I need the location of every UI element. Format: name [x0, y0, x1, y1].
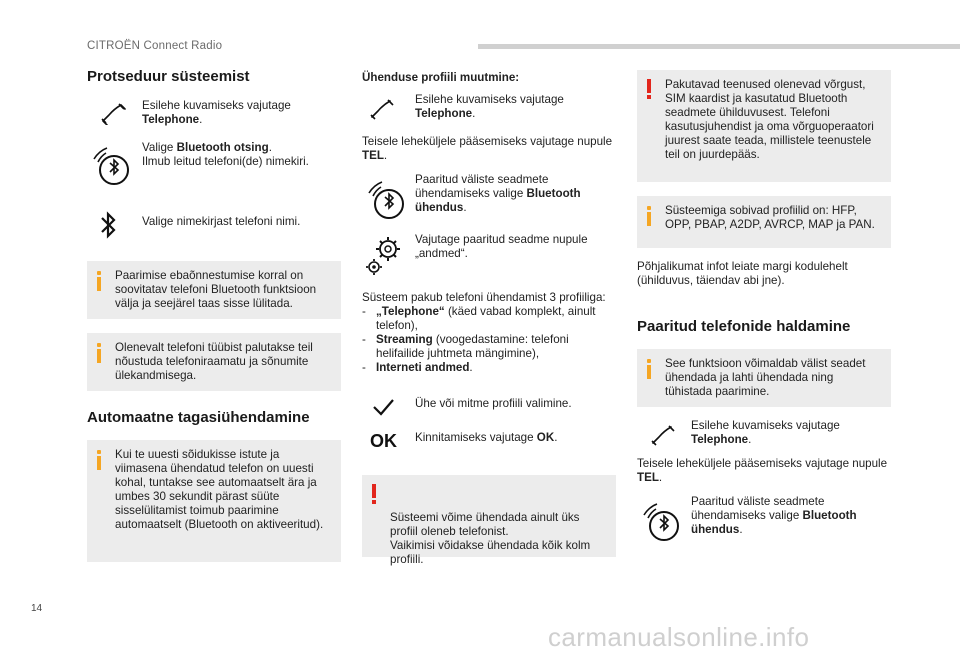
info-text: See funktsioon võimaldab välist seadet ühendada ja lahti ühendada ning tühistada paarimine.	[665, 357, 866, 398]
page-instruction	[637, 457, 891, 485]
info-box-pairing-fail	[87, 261, 341, 319]
column-1	[87, 60, 341, 562]
info-text: Süsteemiga sobivad profiilid on: HFP, OPP, PBAP, A2DP, AVRCP, MAP ja PAN.	[665, 204, 875, 231]
step-text	[415, 429, 616, 445]
list-dash: -	[362, 333, 366, 346]
more-info-text: Põhjalikumat infot leiate margi kodulehelt (ühilduvus, täiendav abi jne).	[637, 260, 848, 287]
header-rule	[478, 44, 960, 49]
ui-term: Bluetooth otsing	[176, 141, 269, 154]
warning-icon	[647, 79, 652, 101]
ui-term: TEL	[637, 471, 659, 484]
phone-handset-icon	[99, 101, 129, 125]
list-dash: -	[362, 305, 366, 318]
text: Valige	[142, 141, 177, 154]
bluetooth-search-icon	[639, 501, 681, 543]
ui-term: OK	[536, 431, 555, 444]
profile-desc: .	[469, 361, 473, 374]
section-title-auto-reconnect: Automaatne tagasiühendamine	[87, 409, 310, 426]
warning-text: Pakutavad teenused olenevad võrgust, SIM kaardist ja kasutatud Bluetooth seadmete ühilduvusest. Telefoni kasutusjuhendist ja oma võrguoperaatori juurest saate teada, millistele teenustele teil on juurdepääs.	[665, 78, 874, 161]
text: .	[748, 433, 752, 446]
info-icon	[97, 271, 102, 293]
step-text	[142, 99, 341, 127]
step-telephone	[362, 93, 616, 127]
text: .	[268, 141, 272, 154]
info-box-profiles	[637, 196, 891, 248]
profile-desc: (voogedastamine: telefoni helifailide juhtmeta mängimine),	[376, 333, 569, 360]
info-box-manage	[637, 349, 891, 407]
ui-term: Telephone	[142, 113, 200, 126]
ui-term: Telephone	[691, 433, 749, 446]
text: Ilmub leitud telefoni(de) nimekiri.	[142, 155, 309, 168]
step-select-profiles	[362, 395, 616, 425]
profile-change-heading	[362, 71, 616, 85]
phone-handset-icon	[368, 97, 398, 121]
list-item	[362, 333, 616, 361]
heading-text: Ühenduse profiili muutmine:	[362, 71, 520, 84]
step-text	[142, 141, 341, 169]
step-telephone	[637, 419, 891, 453]
info-icon	[97, 343, 102, 365]
profile-name: Streaming	[376, 333, 433, 346]
page-number: 14	[31, 603, 43, 614]
profiles-intro: Süsteem pakub telefoni ühendamist 3 profiiliga:	[362, 291, 606, 304]
bluetooth-icon	[97, 209, 119, 241]
step-bluetooth-connect	[362, 173, 616, 225]
list-dash: -	[362, 361, 366, 374]
bluetooth-search-icon	[364, 179, 406, 221]
list-item	[362, 305, 616, 333]
warning-box-services	[637, 70, 891, 182]
text: .	[554, 431, 558, 444]
ui-term: Bluetooth ühendus	[415, 187, 581, 214]
ui-term: TEL	[362, 149, 384, 162]
ui-term: Bluetooth ühendus	[691, 509, 857, 536]
text: .	[199, 113, 203, 126]
ui-term: Telephone	[415, 107, 473, 120]
warning-box-profiles	[362, 475, 616, 566]
warning-icon	[372, 484, 377, 506]
info-icon	[647, 359, 652, 381]
phone-handset-icon	[649, 423, 679, 447]
text: Teisele leheküljele pääsemiseks vajutage nupule	[637, 457, 888, 470]
ok-icon: OK	[370, 431, 397, 451]
section-title-procedure: Protseduur süsteemist	[87, 68, 250, 85]
step-text: Vajutage paaritud seadme nupule „andmed“.	[415, 233, 588, 260]
text: Kinnitamiseks vajutage	[415, 431, 537, 444]
step-text: Ühe või mitme profiili valimine.	[415, 397, 572, 410]
text: Esilehe kuvamiseks vajutage	[415, 93, 564, 106]
step-text	[415, 173, 616, 215]
warning-text: Süsteemi võime ühendada ainult üks profiil oleneb telefonist. Vaikimisi võidakse ühendada kõik kolm profiili.	[390, 511, 591, 566]
step-bluetooth-search	[87, 141, 341, 197]
bluetooth-search-icon	[89, 145, 131, 187]
step-bluetooth-connect	[637, 495, 891, 547]
profiles-list	[362, 305, 616, 375]
section-title-manage-phones: Paaritud telefonide haldamine	[637, 318, 851, 335]
page-instruction	[362, 135, 616, 163]
info-box-auto-reconnect	[87, 440, 341, 562]
column-3	[637, 60, 891, 547]
text: .	[739, 523, 743, 536]
step-text	[691, 495, 891, 537]
text: Teisele leheküljele pääsemiseks vajutage nupule	[362, 135, 613, 148]
checkmark-icon	[370, 397, 396, 424]
info-icon	[97, 450, 102, 472]
info-box-phonebook	[87, 333, 341, 391]
info-text: Paarimise ebaõnnestumise korral on soovitatav telefoni Bluetooth funktsioon välja ja seejärel taas sisse lülitada.	[115, 269, 317, 310]
profile-desc: (käed vabad komplekt, ainult telefon),	[376, 305, 596, 332]
profile-name: „Telephone“	[376, 305, 445, 318]
running-header: CITROËN Connect Radio	[87, 40, 223, 52]
text: .	[658, 471, 663, 484]
step-confirm	[362, 429, 616, 465]
text: Esilehe kuvamiseks vajutage	[142, 99, 291, 112]
step-choose-phone	[87, 207, 341, 247]
text: Paaritud väliste seadmete ühendamiseks valige	[691, 495, 825, 522]
text: .	[472, 107, 476, 120]
step-text	[691, 419, 891, 447]
list-item	[362, 361, 616, 375]
info-text: Olenevalt telefoni tüübist palutakse teil nõustuda telefoniraamatu ja sõnumite ülekandmisega.	[115, 341, 313, 382]
text: .	[463, 201, 467, 214]
text: .	[383, 149, 388, 162]
watermark: carmanualsonline.info	[548, 622, 810, 652]
info-icon	[647, 206, 652, 228]
profile-name: Interneti andmed	[376, 361, 470, 374]
info-text: Kui te uuesti sõidukisse istute ja viimasena ühendatud telefon on uuesti kohal, tuntakse see automaatselt ära ja umbes 30 sekundit pärast süüte sisselülitamist toimub paarimine automaatselt (Bluetooth on aktiveeritud).	[115, 448, 324, 531]
text: Esilehe kuvamiseks vajutage	[691, 419, 840, 432]
step-text: Valige nimekirjast telefoni nimi.	[142, 215, 301, 228]
step-device-details	[362, 231, 616, 277]
step-text	[415, 93, 616, 121]
step-telephone	[87, 99, 341, 135]
gear-pair-icon	[364, 231, 408, 282]
text: Paaritud väliste seadmete ühendamiseks valige	[415, 173, 549, 200]
column-2	[362, 60, 616, 566]
